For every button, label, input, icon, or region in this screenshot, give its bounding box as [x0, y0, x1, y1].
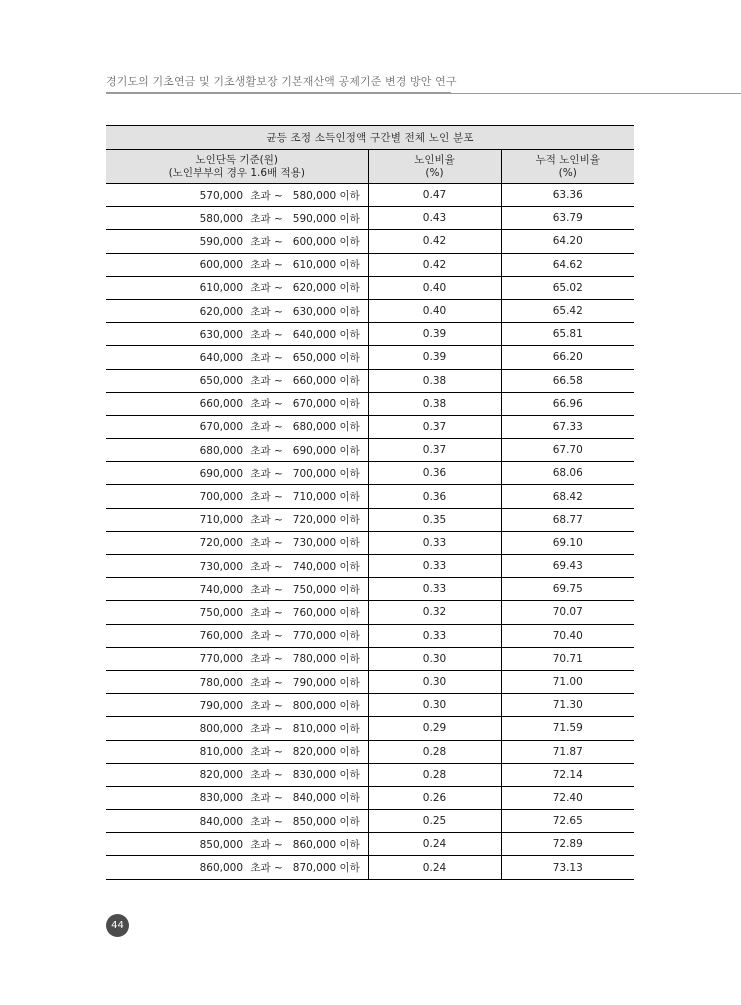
range-to-value: 730,000: [292, 537, 337, 550]
income-range-cell: [106, 833, 368, 856]
range-to-value: 840,000: [292, 792, 337, 805]
page-number-badge: 44: [106, 914, 129, 937]
elderly-ratio-cell: 0.47: [368, 184, 501, 207]
range-connector: 초과 ~: [250, 862, 283, 875]
cumulative-ratio-cell: 69.43: [501, 555, 634, 578]
range-connector: 초과 ~: [250, 305, 283, 318]
range-connector: 초과 ~: [250, 815, 283, 828]
range-end-word: 이하: [339, 722, 360, 735]
range-to-value: 680,000: [292, 421, 337, 434]
elderly-ratio-cell: 0.39: [368, 346, 501, 369]
range-end-word: 이하: [339, 235, 360, 248]
cumulative-ratio-cell: 68.77: [501, 508, 634, 531]
header-cumulative-ratio-line2: (%): [558, 166, 577, 179]
range-to-value: 610,000: [292, 259, 337, 272]
range-from-value: 790,000: [199, 699, 243, 712]
range-to-value: 760,000: [292, 606, 337, 619]
table-row: [106, 392, 634, 415]
elderly-ratio-cell: 0.40: [368, 276, 501, 299]
cumulative-ratio-cell: 65.02: [501, 276, 634, 299]
cumulative-ratio-cell: 63.36: [501, 184, 634, 207]
range-from-value: 840,000: [199, 815, 243, 828]
elderly-ratio-cell: 0.33: [368, 578, 501, 601]
table-row: [106, 323, 634, 346]
elderly-ratio-cell: 0.26: [368, 786, 501, 809]
range-from-value: 760,000: [199, 630, 243, 643]
range-connector: 초과 ~: [250, 351, 283, 364]
table-row: [106, 694, 634, 717]
range-connector: 초과 ~: [250, 235, 283, 248]
range-from-value: 640,000: [199, 351, 243, 364]
elderly-ratio-cell: 0.28: [368, 740, 501, 763]
cumulative-ratio-cell: 72.40: [501, 786, 634, 809]
range-end-word: 이하: [339, 328, 360, 341]
income-range-cell: [106, 647, 368, 670]
range-from-value: 650,000: [199, 375, 243, 388]
range-end-word: 이하: [339, 305, 360, 318]
range-connector: 초과 ~: [250, 560, 283, 573]
income-range-cell: [106, 207, 368, 230]
cumulative-ratio-cell: 67.70: [501, 439, 634, 462]
range-connector: 초과 ~: [250, 259, 283, 272]
range-to-value: 780,000: [292, 653, 337, 666]
range-connector: 초과 ~: [250, 699, 283, 712]
table-row: [106, 508, 634, 531]
table-body: [106, 184, 634, 880]
income-range-cell: [106, 369, 368, 392]
range-end-word: 이하: [339, 699, 360, 712]
cumulative-ratio-cell: 73.13: [501, 856, 634, 879]
elderly-ratio-cell: 0.42: [368, 230, 501, 253]
range-end-word: 이하: [339, 560, 360, 573]
table-row: [106, 346, 634, 369]
range-connector: 초과 ~: [250, 212, 283, 225]
elderly-ratio-cell: 0.40: [368, 299, 501, 322]
table-row: [106, 578, 634, 601]
range-connector: 초과 ~: [250, 491, 283, 504]
range-from-value: 820,000: [199, 769, 243, 782]
income-range-cell: [106, 439, 368, 462]
range-end-word: 이하: [339, 537, 360, 550]
range-end-word: 이하: [339, 769, 360, 782]
table-row: [106, 670, 634, 693]
cumulative-ratio-cell: 70.71: [501, 647, 634, 670]
income-range-cell: [106, 717, 368, 740]
range-from-value: 570,000: [199, 189, 243, 202]
cumulative-ratio-cell: 68.42: [501, 485, 634, 508]
range-to-value: 620,000: [292, 282, 337, 295]
range-from-value: 730,000: [199, 560, 243, 573]
running-head: 경기도의 기초연금 및 기초생활보장 기본재산액 공제기준 변경 방안 연구: [106, 75, 457, 88]
cumulative-ratio-cell: 66.58: [501, 369, 634, 392]
income-range-cell: [106, 694, 368, 717]
range-from-value: 810,000: [199, 746, 243, 759]
cumulative-ratio-cell: 66.20: [501, 346, 634, 369]
range-from-value: 620,000: [199, 305, 243, 318]
range-from-value: 750,000: [199, 606, 243, 619]
table-row: [106, 786, 634, 809]
income-range-cell: [106, 392, 368, 415]
elderly-ratio-cell: 0.42: [368, 253, 501, 276]
income-range-cell: [106, 670, 368, 693]
table-row: [106, 601, 634, 624]
header-elderly-ratio-line2: (%): [425, 166, 444, 179]
range-connector: 초과 ~: [250, 537, 283, 550]
header-rule-dark: [106, 92, 451, 94]
header-elderly-ratio-line1: 노인비율: [414, 153, 455, 166]
table-row: [106, 856, 634, 879]
range-from-value: 680,000: [199, 444, 243, 457]
cumulative-ratio-cell: 69.10: [501, 531, 634, 554]
range-from-value: 670,000: [199, 421, 243, 434]
elderly-ratio-cell: 0.43: [368, 207, 501, 230]
range-end-word: 이하: [339, 862, 360, 875]
elderly-ratio-cell: 0.33: [368, 624, 501, 647]
range-from-value: 710,000: [199, 514, 243, 527]
cumulative-ratio-cell: 69.75: [501, 578, 634, 601]
income-range-cell: [106, 184, 368, 207]
income-range-cell: [106, 856, 368, 879]
range-end-word: 이하: [339, 444, 360, 457]
elderly-ratio-cell: 0.30: [368, 694, 501, 717]
range-connector: 초과 ~: [250, 514, 283, 527]
range-to-value: 590,000: [292, 212, 337, 225]
range-connector: 초과 ~: [250, 328, 283, 341]
range-to-value: 820,000: [292, 746, 337, 759]
cumulative-ratio-cell: 70.07: [501, 601, 634, 624]
range-end-word: 이하: [339, 838, 360, 851]
income-range-cell: [106, 555, 368, 578]
income-range-cell: [106, 415, 368, 438]
elderly-ratio-cell: 0.30: [368, 647, 501, 670]
range-end-word: 이하: [339, 630, 360, 643]
range-from-value: 830,000: [199, 792, 243, 805]
range-to-value: 800,000: [292, 699, 337, 712]
range-from-value: 850,000: [199, 838, 243, 851]
cumulative-ratio-cell: 72.89: [501, 833, 634, 856]
elderly-ratio-cell: 0.36: [368, 462, 501, 485]
table-row: [106, 276, 634, 299]
cumulative-ratio-cell: 63.79: [501, 207, 634, 230]
income-range-cell: [106, 323, 368, 346]
cumulative-ratio-cell: 71.30: [501, 694, 634, 717]
cumulative-ratio-cell: 70.40: [501, 624, 634, 647]
elderly-ratio-cell: 0.33: [368, 531, 501, 554]
range-end-word: 이하: [339, 676, 360, 689]
range-from-value: 610,000: [199, 282, 243, 295]
cumulative-ratio-cell: 71.59: [501, 717, 634, 740]
table-row: [106, 555, 634, 578]
income-distribution-table: [106, 125, 634, 880]
range-to-value: 850,000: [292, 815, 337, 828]
range-connector: 초과 ~: [250, 792, 283, 805]
range-to-value: 630,000: [292, 305, 337, 318]
elderly-ratio-cell: 0.30: [368, 670, 501, 693]
cumulative-ratio-cell: 65.42: [501, 299, 634, 322]
range-end-word: 이하: [339, 398, 360, 411]
income-range-cell: [106, 578, 368, 601]
cumulative-ratio-cell: 67.33: [501, 415, 634, 438]
range-to-value: 690,000: [292, 444, 337, 457]
range-from-value: 700,000: [199, 491, 243, 504]
income-range-cell: [106, 253, 368, 276]
elderly-ratio-cell: 0.33: [368, 555, 501, 578]
table-row: [106, 253, 634, 276]
table-row: [106, 299, 634, 322]
income-range-cell: [106, 346, 368, 369]
range-to-value: 650,000: [292, 351, 337, 364]
cumulative-ratio-cell: 68.06: [501, 462, 634, 485]
cumulative-ratio-cell: 71.87: [501, 740, 634, 763]
header-cumulative-ratio: [501, 150, 634, 184]
cumulative-ratio-cell: 66.96: [501, 392, 634, 415]
header-elderly-ratio: [368, 150, 501, 184]
elderly-ratio-cell: 0.38: [368, 392, 501, 415]
range-connector: 초과 ~: [250, 398, 283, 411]
table-row: [106, 647, 634, 670]
income-range-cell: [106, 508, 368, 531]
range-end-word: 이하: [339, 467, 360, 480]
range-end-word: 이하: [339, 375, 360, 388]
table-row: [106, 462, 634, 485]
range-end-word: 이하: [339, 189, 360, 202]
header-income-range-line1: 노인단독 기준(원): [195, 153, 279, 166]
range-from-value: 660,000: [199, 398, 243, 411]
cumulative-ratio-cell: 71.00: [501, 670, 634, 693]
range-end-word: 이하: [339, 792, 360, 805]
range-connector: 초과 ~: [250, 722, 283, 735]
range-to-value: 670,000: [292, 398, 337, 411]
cumulative-ratio-cell: 65.81: [501, 323, 634, 346]
table-row: [106, 740, 634, 763]
elderly-ratio-cell: 0.36: [368, 485, 501, 508]
range-connector: 초과 ~: [250, 630, 283, 643]
range-from-value: 720,000: [199, 537, 243, 550]
range-from-value: 690,000: [199, 467, 243, 480]
cumulative-ratio-cell: 64.20: [501, 230, 634, 253]
range-connector: 초과 ~: [250, 444, 283, 457]
range-end-word: 이하: [339, 351, 360, 364]
income-range-cell: [106, 531, 368, 554]
range-end-word: 이하: [339, 212, 360, 225]
range-to-value: 870,000: [292, 862, 337, 875]
elderly-ratio-cell: 0.29: [368, 717, 501, 740]
range-connector: 초과 ~: [250, 653, 283, 666]
income-range-cell: [106, 786, 368, 809]
range-to-value: 700,000: [292, 467, 337, 480]
range-end-word: 이하: [339, 606, 360, 619]
elderly-ratio-cell: 0.24: [368, 833, 501, 856]
range-end-word: 이하: [339, 746, 360, 759]
income-range-cell: [106, 485, 368, 508]
range-end-word: 이하: [339, 653, 360, 666]
cumulative-ratio-cell: 64.62: [501, 253, 634, 276]
range-from-value: 600,000: [199, 259, 243, 272]
header-rule-light: [451, 93, 741, 94]
range-to-value: 750,000: [292, 583, 337, 596]
income-range-cell: [106, 276, 368, 299]
range-to-value: 720,000: [292, 514, 337, 527]
range-to-value: 770,000: [292, 630, 337, 643]
elderly-ratio-cell: 0.25: [368, 810, 501, 833]
income-range-cell: [106, 763, 368, 786]
table-row: [106, 207, 634, 230]
range-to-value: 660,000: [292, 375, 337, 388]
range-to-value: 810,000: [292, 722, 337, 735]
range-connector: 초과 ~: [250, 676, 283, 689]
range-to-value: 640,000: [292, 328, 337, 341]
range-from-value: 590,000: [199, 235, 243, 248]
table-row: [106, 833, 634, 856]
elderly-ratio-cell: 0.32: [368, 601, 501, 624]
range-connector: 초과 ~: [250, 838, 283, 851]
range-from-value: 770,000: [199, 653, 243, 666]
elderly-ratio-cell: 0.38: [368, 369, 501, 392]
range-connector: 초과 ~: [250, 769, 283, 782]
range-to-value: 600,000: [292, 235, 337, 248]
elderly-ratio-cell: 0.37: [368, 415, 501, 438]
range-end-word: 이하: [339, 491, 360, 504]
header-income-range: [106, 150, 368, 184]
range-end-word: 이하: [339, 259, 360, 272]
range-to-value: 710,000: [292, 491, 337, 504]
range-end-word: 이하: [339, 815, 360, 828]
table-title: 균등 조정 소득인정액 구간별 전체 노인 분포: [106, 126, 634, 150]
range-from-value: 780,000: [199, 676, 243, 689]
table-row: [106, 810, 634, 833]
range-to-value: 740,000: [292, 560, 337, 573]
range-end-word: 이하: [339, 514, 360, 527]
range-end-word: 이하: [339, 583, 360, 596]
range-from-value: 580,000: [199, 212, 243, 225]
range-to-value: 790,000: [292, 676, 337, 689]
elderly-ratio-cell: 0.35: [368, 508, 501, 531]
range-connector: 초과 ~: [250, 583, 283, 596]
income-range-cell: [106, 740, 368, 763]
income-range-cell: [106, 299, 368, 322]
range-connector: 초과 ~: [250, 467, 283, 480]
income-range-cell: [106, 230, 368, 253]
income-range-cell: [106, 462, 368, 485]
range-from-value: 800,000: [199, 722, 243, 735]
elderly-ratio-cell: 0.39: [368, 323, 501, 346]
range-connector: 초과 ~: [250, 746, 283, 759]
range-connector: 초과 ~: [250, 421, 283, 434]
range-to-value: 830,000: [292, 769, 337, 782]
table-row: [106, 415, 634, 438]
table-row: [106, 531, 634, 554]
range-from-value: 860,000: [199, 862, 243, 875]
range-connector: 초과 ~: [250, 189, 283, 202]
cumulative-ratio-cell: 72.14: [501, 763, 634, 786]
range-from-value: 740,000: [199, 583, 243, 596]
range-connector: 초과 ~: [250, 282, 283, 295]
range-end-word: 이하: [339, 282, 360, 295]
table-row: [106, 717, 634, 740]
range-to-value: 580,000: [292, 189, 337, 202]
range-end-word: 이하: [339, 421, 360, 434]
range-from-value: 630,000: [199, 328, 243, 341]
table-row: [106, 485, 634, 508]
table-row: [106, 230, 634, 253]
header-cumulative-ratio-line1: 누적 노인비율: [535, 153, 600, 166]
table-row: [106, 624, 634, 647]
range-connector: 초과 ~: [250, 606, 283, 619]
income-range-cell: [106, 624, 368, 647]
table-row: [106, 184, 634, 207]
elderly-ratio-cell: 0.37: [368, 439, 501, 462]
table-row: [106, 369, 634, 392]
range-to-value: 860,000: [292, 838, 337, 851]
table-row: [106, 439, 634, 462]
elderly-ratio-cell: 0.28: [368, 763, 501, 786]
income-range-cell: [106, 601, 368, 624]
table-row: [106, 763, 634, 786]
header-income-range-line2: (노인부부의 경우 1.6배 적용): [168, 166, 305, 179]
income-range-cell: [106, 810, 368, 833]
elderly-ratio-cell: 0.24: [368, 856, 501, 879]
cumulative-ratio-cell: 72.65: [501, 810, 634, 833]
range-connector: 초과 ~: [250, 375, 283, 388]
